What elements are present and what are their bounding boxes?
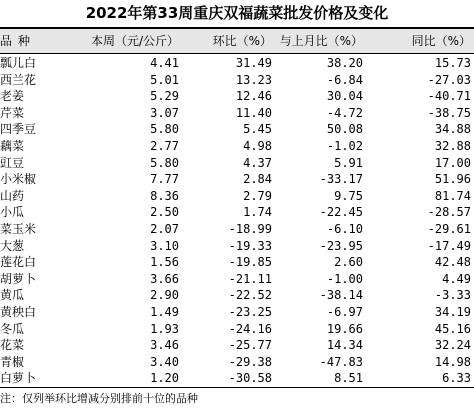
table-row — [0, 88, 474, 104]
cell-name: 白萝卜 — [0, 371, 37, 386]
cell-wow: 2.84 — [243, 172, 272, 187]
cell-name: 山药 — [0, 188, 25, 203]
header-name: 品种 — [0, 34, 37, 48]
cell-price: 2.90 — [150, 288, 179, 303]
cell-mom: -22.45 — [319, 205, 363, 220]
cell-price: 3.10 — [150, 238, 179, 253]
cell-yoy: 14.98 — [434, 354, 471, 369]
cell-price: 3.66 — [150, 271, 179, 286]
cell-mom: 5.91 — [334, 155, 363, 170]
cell-mom: -6.84 — [326, 72, 363, 87]
table-row — [0, 171, 474, 187]
header-mom: 与上月比（%） — [279, 34, 363, 48]
footnote: 注：仅列举环比增减分别排前十位的品种 — [0, 392, 198, 405]
cell-yoy: 32.88 — [434, 139, 471, 153]
cell-yoy: -3.33 — [434, 288, 471, 303]
cell-wow: -24.16 — [228, 321, 272, 336]
cell-yoy: 34.88 — [434, 122, 471, 137]
cell-name: 瓢儿白 — [0, 56, 37, 70]
cell-price: 1.20 — [150, 371, 179, 386]
cell-wow: 11.40 — [235, 105, 272, 120]
cell-price: 4.41 — [150, 56, 179, 70]
cell-yoy: 4.49 — [442, 271, 471, 286]
cell-name: 黄瓜 — [0, 288, 25, 303]
cell-mom: -1.00 — [326, 271, 363, 286]
cell-yoy: 6.33 — [442, 371, 471, 386]
cell-mom: -47.83 — [319, 354, 363, 369]
cell-yoy: 15.73 — [434, 56, 471, 70]
cell-yoy: -29.61 — [427, 222, 471, 236]
cell-name: 小瓜 — [0, 205, 25, 220]
cell-yoy: 42.48 — [434, 255, 471, 270]
cell-price: 5.80 — [150, 155, 179, 170]
cell-yoy: 81.74 — [434, 188, 471, 203]
table-row — [0, 221, 474, 237]
cell-wow: 13.23 — [235, 72, 272, 87]
cell-mom: 19.66 — [326, 321, 363, 336]
table-row — [0, 238, 474, 254]
cell-wow: -21.11 — [228, 271, 272, 286]
cell-price: 7.77 — [150, 172, 179, 187]
cell-mom: 38.20 — [326, 56, 363, 70]
table-row — [0, 287, 474, 303]
cell-wow: -25.77 — [228, 338, 272, 353]
cell-wow: 31.49 — [235, 56, 272, 70]
cell-yoy: 34.19 — [434, 305, 471, 319]
cell-wow: -19.33 — [228, 238, 272, 253]
cell-name: 藕菜 — [0, 139, 25, 153]
cell-price: 2.50 — [150, 205, 179, 220]
table-row — [0, 155, 474, 171]
cell-yoy: -40.71 — [427, 89, 471, 104]
table-row — [0, 121, 474, 137]
table-header-row — [0, 31, 474, 51]
cell-name: 豇豆 — [0, 155, 25, 170]
cell-name: 大葱 — [0, 238, 25, 253]
table-row — [0, 321, 474, 337]
cell-name: 西兰花 — [0, 72, 37, 87]
cell-price: 3.40 — [150, 354, 179, 369]
table-row — [0, 188, 474, 204]
cell-price: 3.07 — [150, 105, 179, 120]
cell-wow: 4.37 — [243, 155, 272, 170]
cell-wow: -22.52 — [228, 288, 272, 303]
cell-wow: -30.58 — [228, 371, 272, 386]
table-row — [0, 138, 474, 154]
header-price: 本周（元/公斤） — [90, 34, 179, 48]
table-row — [0, 55, 474, 71]
cell-wow: 2.79 — [243, 188, 272, 203]
table-title: 2022年第33周重庆双福蔬菜批发价格及变化 — [85, 4, 389, 22]
cell-wow: -18.99 — [228, 222, 272, 236]
cell-wow: -23.25 — [228, 305, 272, 319]
cell-price: 5.80 — [150, 122, 179, 137]
cell-price: 1.56 — [150, 255, 179, 270]
cell-mom: 30.04 — [326, 89, 363, 104]
cell-yoy: 32.24 — [434, 338, 471, 353]
cell-mom: -6.10 — [326, 222, 363, 236]
cell-name: 老姜 — [0, 89, 25, 104]
cell-price: 1.49 — [150, 305, 179, 319]
table-row — [0, 271, 474, 287]
table-row — [0, 304, 474, 320]
cell-yoy: -27.03 — [427, 72, 471, 87]
cell-wow: 1.74 — [243, 205, 272, 220]
bottom-rule — [0, 387, 474, 388]
table-row — [0, 370, 474, 386]
table-row — [0, 204, 474, 220]
cell-yoy: 45.16 — [434, 321, 471, 336]
cell-price: 1.93 — [150, 321, 179, 336]
cell-name: 青椒 — [0, 354, 25, 369]
cell-name: 小米椒 — [0, 172, 37, 187]
cell-name: 芹菜 — [0, 105, 25, 120]
header-yoy: 同比（%） — [411, 34, 471, 48]
cell-name: 花菜 — [0, 338, 25, 353]
header-wow: 环比（%） — [212, 34, 272, 48]
cell-wow: 12.46 — [235, 89, 272, 104]
cell-price: 5.01 — [150, 72, 179, 87]
cell-mom: 50.08 — [326, 122, 363, 137]
cell-name: 四季豆 — [0, 122, 37, 137]
cell-mom: -1.02 — [326, 139, 363, 153]
table-row — [0, 72, 474, 88]
cell-yoy: 17.00 — [434, 155, 471, 170]
cell-mom: -38.14 — [319, 288, 363, 303]
cell-wow: -29.38 — [228, 354, 272, 369]
cell-wow: 4.98 — [243, 139, 272, 153]
cell-name: 菜玉米 — [0, 222, 37, 236]
cell-name: 胡萝卜 — [0, 271, 37, 286]
cell-mom: 8.51 — [334, 371, 363, 386]
cell-wow: -19.85 — [228, 255, 272, 270]
cell-mom: -6.97 — [326, 305, 363, 319]
table-row — [0, 254, 474, 270]
cell-name: 冬瓜 — [0, 321, 25, 336]
cell-mom: 2.60 — [334, 255, 363, 270]
cell-price: 8.36 — [150, 188, 179, 203]
cell-price: 3.46 — [150, 338, 179, 353]
cell-mom: 9.75 — [334, 188, 363, 203]
cell-mom: -23.95 — [319, 238, 363, 253]
table-row — [0, 354, 474, 370]
cell-mom: 14.34 — [326, 338, 363, 353]
cell-name: 莲花白 — [0, 255, 37, 270]
cell-price: 2.77 — [150, 139, 179, 153]
cell-name: 黄秧白 — [0, 305, 37, 319]
table-row — [0, 105, 474, 121]
table-row — [0, 337, 474, 353]
cell-yoy: 51.96 — [434, 172, 471, 187]
cell-wow: 5.45 — [243, 122, 272, 137]
cell-yoy: -17.49 — [427, 238, 471, 253]
cell-price: 2.07 — [150, 222, 179, 236]
cell-price: 5.29 — [150, 89, 179, 104]
cell-mom: -4.72 — [326, 105, 363, 120]
header-rule — [0, 53, 474, 54]
cell-yoy: -38.75 — [427, 105, 471, 120]
cell-mom: -33.17 — [319, 172, 363, 187]
cell-yoy: -28.57 — [427, 205, 471, 220]
